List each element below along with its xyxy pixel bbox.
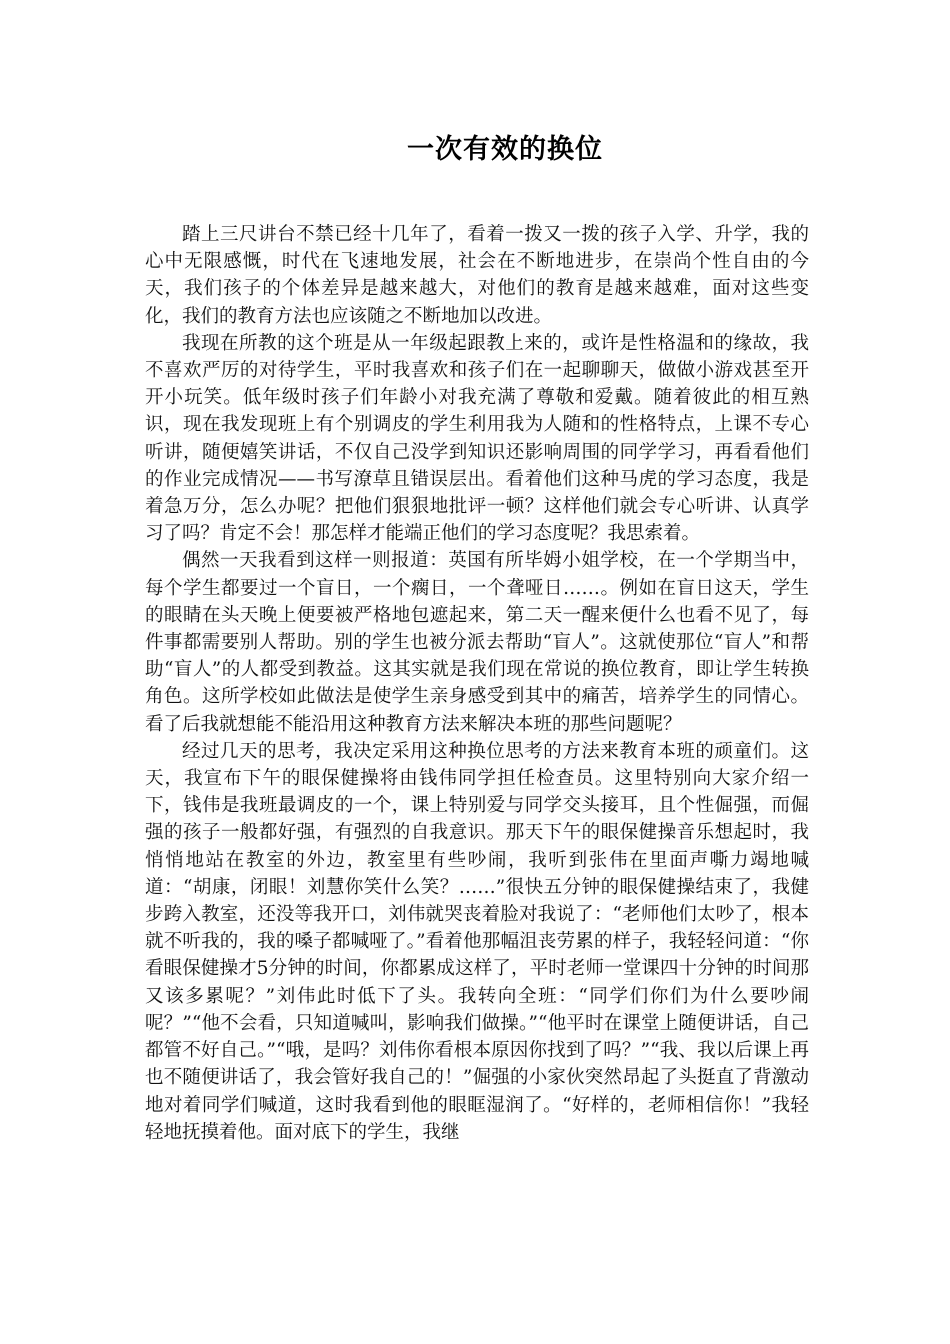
- paragraph: 经过几天的思考，我决定采用这种换位思考的方法来教育本班的顽童们。这天，我宣布下午的眼保健操将由钱伟同学担任检查员。这里特别向大家介绍一下，钱伟是我班最调皮的一个，课上特别爱与同学交头接耳，且个性倔强，而倔强的孩子一般都好强，有强烈的自我意识。那天下午的眼保健操音乐想起时，我悄悄地站在教室的外边，教室里有些吵闹，我听到张伟在里面声嘶力竭地喊道：“胡康，闭眼！刘慧你笑什么笑？……”很快五分钟的眼保健操结束了，我健步跨入教室，还没等我开口，刘伟就哭丧着脸对我说了：“老师他们太吵了，根本就不听我的，我的嗓子都喊哑了。”看着他那幅沮丧劳累的样子，我轻轻问道：“你看眼保健操才5分钟的时间，你都累成这样了，平时老师一堂课四十分钟的时间那又该多累呢？”刘伟此时低下了头。我转向全班：“同学们你们为什么要吵闹呢？”“他不会看，只知道喊叫，影响我们做操。”“他平时在课堂上随便讲话，自己都管不好自己。”“哦，是吗？刘伟你看根本原因你找到了吗？”“我、我以后课上再也不随便讲话了，我会管好我自己的！”倔强的小家伙突然昂起了头挺直了背激动地对着同学们喊道，这时我看到他的眼眶湿润了。“好样的，老师相信你！”我轻轻地抚摸着他。面对底下的学生，我继: [145, 740, 809, 1143]
- document-title: 一次有效的换位: [407, 134, 603, 165]
- paragraph: 偶然一天我看到这样一则报道：英国有所毕姆小姐学校，在一个学期当中，每个学生都要过一个盲日，一个瘸日，一个聋哑日……。例如在盲日这天，学生的眼睛在头天晚上便要被严格地包遮起来，第二天一醒来便什么也看不见了，每件事都需要别人帮助。别的学生也被分派去帮助“盲人”。这就使那位“盲人”和帮助“盲人”的人都受到教益。这其实就是我们现在常说的换位教育，即让学生转换角色。这所学校如此做法是使学生亲身感受到其中的痛苦，培养学生的同情心。看了后我就想能不能沿用这种教育方法来解决本班的那些问题呢？: [145, 550, 809, 735]
- paragraph: 踏上三尺讲台不禁已经十几年了，看着一拨又一拨的孩子入学、升学，我的心中无限感慨，时代在飞速地发展，社会在不断地进步，在崇尚个性自由的今天，我们孩子的个体差异是越来越大，对他们的教育是越来越难，面对这些变化，我们的教育方法也应该随之不断地加以改进。: [145, 224, 809, 327]
- paragraph: 我现在所教的这个班是从一年级起跟教上来的，或许是性格温和的缘故，我不喜欢严厉的对待学生，平时我喜欢和孩子们在一起聊聊天，做做小游戏甚至开开小玩笑。低年级时孩子们年龄小对我充满了尊敬和爱戴。随着彼此的相互熟识，现在我发现班上有个别调皮的学生利用我为人随和的性格特点，上课不专心听讲，随便嬉笑讲话，不仅自己没学到知识还影响周围的同学学习，再看看他们的作业完成情况——书写潦草且错误层出。看着他们这种马虎的学习态度，我是着急万分，怎么办呢？把他们狠狠地批评一顿？这样他们就会专心听讲、认真学习了吗？肯定不会！那怎样才能端正他们的学习态度呢？我思索着。: [145, 332, 809, 545]
- document-body: [145, 221, 809, 1146]
